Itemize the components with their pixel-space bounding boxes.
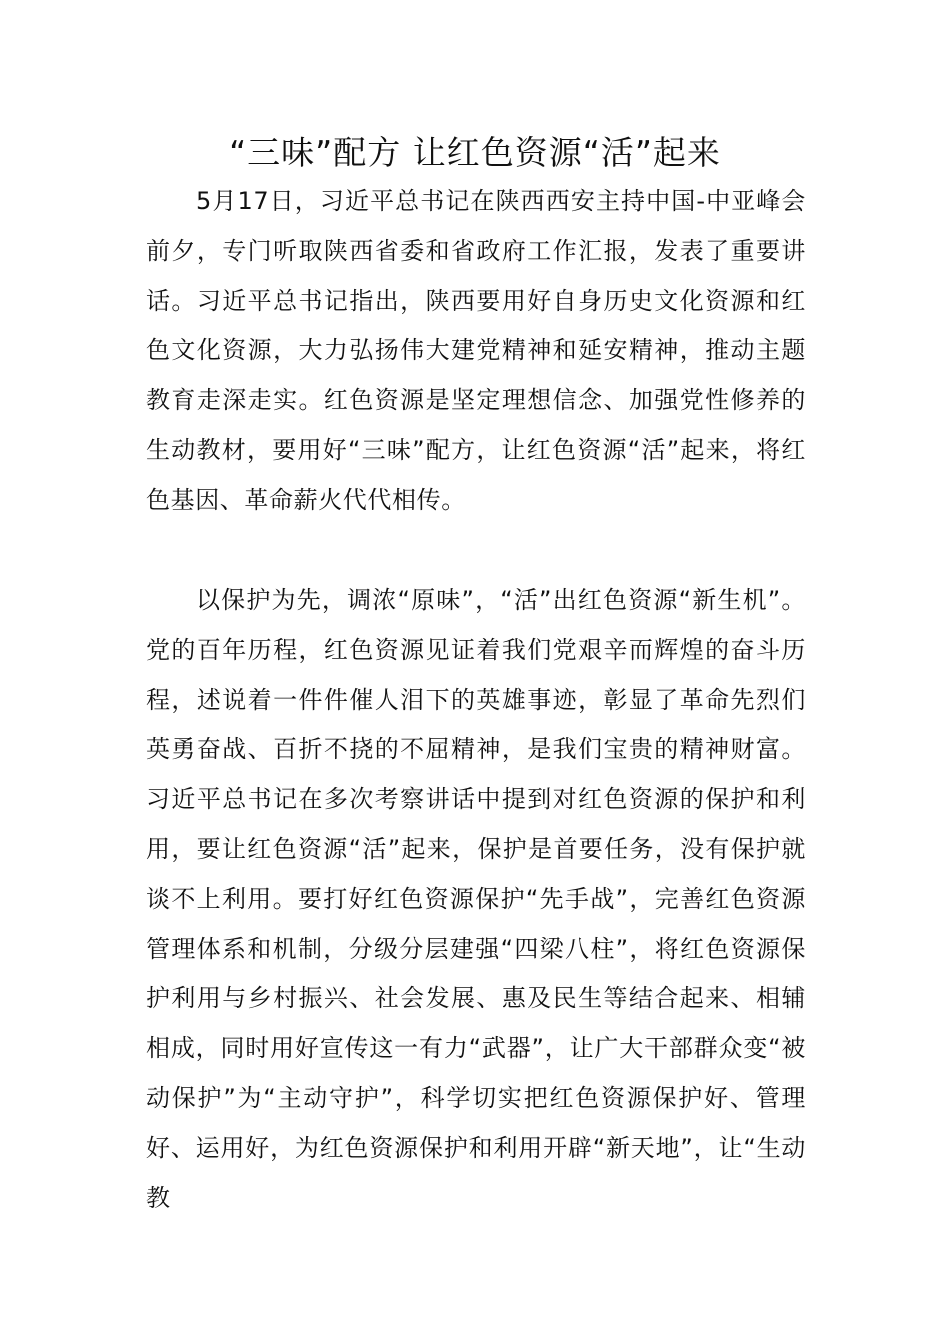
document-title: “三味”配方 让红色资源“活”起来: [229, 133, 721, 172]
paragraph-intro: 5月17日，习近平总书记在陕西西安主持中国-中亚峰会前夕，专门听取陕西省委和省政府工作汇报，发表了重要讲话。习近平总书记指出，陕西要用好自身历史文化资源和红色文化资源，大力弘扬伟大建党精神和延安精神，推动主题教育走深走实。红色资源是坚定理想信念、加强党性修养的生动教材，要用好“三味”配方，让红色资源“活”起来，将红色基因、革命薪火代代相传。: [146, 187, 806, 514]
paragraph-protection: 以保护为先，调浓“原味”，“活”出红色资源“新生机”。党的百年历程，红色资源见证着我们党艰辛而辉煌的奋斗历程，述说着一件件催人泪下的英雄事迹，彰显了革命先烈们英勇奋战、百折不挠的不屈精神，是我们宝贵的精神财富。习近平总书记在多次考察讲话中提到对红色资源的保护和利用，要让红色资源“活”起来，保护是首要任务，没有保护就谈不上利用。要打好红色资源保护“先手战”，完善红色资源管理体系和机制，分级分层建强“四梁八柱”，将红色资源保护利用与乡村振兴、社会发展、惠及民生等结合起来、相辅相成，同时用好宣传这一有力“武器”，让广大干部群众变“被动保护”为“主动守护”，科学切实把红色资源保护好、管理好、运用好，为红色资源保护和利用开辟“新天地”，让“生动教: [146, 586, 806, 1212]
